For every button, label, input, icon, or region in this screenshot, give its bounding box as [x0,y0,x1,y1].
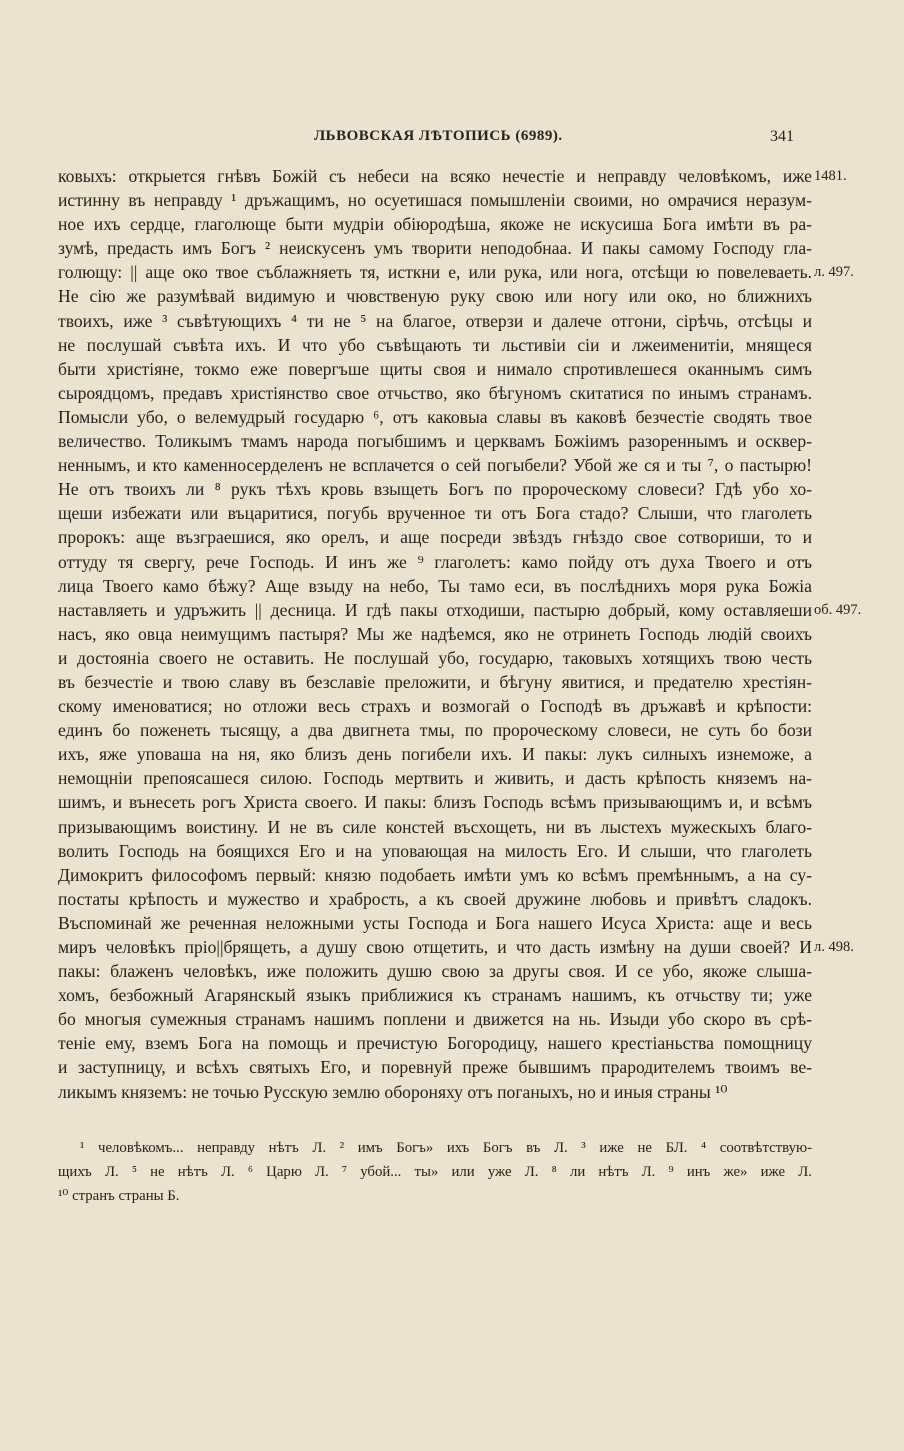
text-line: и достояніа своего не оставить. Не послушай убо, государю, таковыхъ хотящихъ твою честь [58,647,812,668]
text-line: постаты крѣпость и мужество и храбрость, а къ своей дружине любовь и привѣтъ сладокъ. [58,888,812,909]
page-number: 341 [770,128,794,145]
text-line: сыроядцомъ, предавъ христіянство свое отчьство, яко бѣгуномъ скитатися по инымъ странамъ. [58,382,812,403]
text-line: Димокритъ философомъ первый: князю подобаеть имѣти умъ ко всѣмъ премѣннымъ, а на су- [58,864,812,885]
text-line: Не сію же разумѣвай видимую и чювственую руку свою или ногу или око, но ближнихъ [58,286,812,307]
running-header [0,128,904,152]
text-line: щеши избежати или въцаритися, погубь врученное ти отъ Бога стадо? Слыши, что глаголеть [58,503,812,524]
text-line: быти христіяне, токмо еже повергъше щиты своя и нимало спротивлешеся оканнымъ симъ [58,358,812,379]
text-line: хомъ, безбожный Агарянскый языкъ приближися къ странамъ нашимъ, къ отчьству ти; уже [58,985,812,1006]
text-line: неннымъ, и кто каменносерделенъ не всплачется о сей погыбели? Убой же ся и ты ⁷, о пастырю! [58,455,812,476]
text-line: наставляеть и удръжить || десница. И гдѣ пакы отходиши, пастырю добрый, кому оставляеши [58,599,812,620]
margin-note: л. 498. [814,939,854,956]
text-line: истинну въ неправду ¹ дръжащимъ, но осуетишася помышленіи своими, но омрачися неразум- [58,190,812,211]
text-line: въ безчестіе и твою славу въ безславіе преложити, и бѣгуну явитися, и предателю хрестіян- [58,671,812,692]
text-line: Въспоминай же реченная неложными усты Господа и Бога нашего Исуса Христа: аще и весь [58,912,812,933]
text-line: ихъ, яже уповаша на ня, яко близъ день погибели ихъ. И пакы: лукъ силныхъ изнеможе, а [58,744,812,765]
text-line: лица Твоего камо бѣжу? Аще взыду на небо, Ты тамо еси, въ послѣднихъ моря рука Божіа [58,575,812,596]
footnote-line: ¹⁰ странъ страны Б. [58,1188,180,1204]
text-line: не послушай съвѣта ихъ. И что убо съвѣщають ти льстивіи сіи и лжеименитіи, мнящеся [58,334,812,355]
text-line: голющу: || аще око твое съблажняеть тя, исткни е, или рука, или нога, отсѣщи ю повелеваеть. [58,262,812,283]
text-line: немощніи препоясашеся силою. Господь мертвить и живить, и дасть крѣпость княземъ на- [58,768,812,789]
text-line: Не отъ твоихъ ли ⁸ рукъ тѣхъ кровь взыщеть Богъ по пророческому словеси? Гдѣ убо хо- [58,479,812,500]
text-line: ликымъ княземъ: не точью Русскую землю обороняху отъ поганыхъ, но и иныя страны ¹⁰ [58,1081,728,1102]
text-line: миръ человѣкъ пріо||брящеть, а душу свою отщетить, и что дасть измѣну на души своей? И [58,937,812,957]
text-line: единъ бо поженеть тысящу, а два двигнета тмы, по пророческому словеси, не суть бо бози [58,720,812,741]
text-line: насъ, яко овца неимущимъ пастыря? Мы же надѣемся, яко не отринеть Господь людій своихъ [58,623,812,644]
text-line: Помысли убо, о велемудрый государю ⁶, отъ каковыа славы въ каковѣ безчестіе сводять твое [58,406,812,427]
footnotes [58,1136,812,1208]
chronicle-text [58,164,812,1104]
text-line: твоихъ, иже ³ съвѣтующихъ ⁴ ти не ⁵ на благое, отверзи и далече отгони, сірѣчь, отсѣцы и [58,310,812,331]
text-line: и заступницу, и всѣхъ святыхъ Его, и поревнуй преже бывшимъ прародителемъ твоимъ ве- [58,1057,812,1078]
text-line: бо многыя сумежныя странамъ нашимъ поплени и движется на нь. Изыди убо скоро въ срѣ- [58,1009,812,1030]
text-line: теніе ему, вземъ Бога на помощь и пречистую Богородицу, нашего крестіаньства помощницу [58,1033,812,1054]
text-line: ковыхъ: открыется гнѣвъ Божій съ небеси на всяко нечестіе и неправду человѣкомъ, иже [58,166,812,186]
margin-note: л. 497. [814,264,854,281]
text-line: призывающимъ воистину. И не въ силе констей въсхощеть, ни въ лыстехъ мужескыхъ благо- [58,816,812,837]
text-line: оттуду тя свергу, рече Господь. И инъ же ⁹ глаголетъ: камо пойду отъ духа Твоего и отъ [58,551,812,572]
text-line: волить Господь на боящихся Его и на уповающая на милость Его. И слыши, что глаголеть [58,840,812,861]
running-title: ЛЬВОВСКАЯ ЛѢТОПИСЬ (6989). [314,128,563,144]
text-line: зумѣ, предасть имъ Богъ ² неискусенъ умъ творити неподобнаа. И пакы самому Господу гла- [58,238,812,259]
text-line: шимъ, и вънесеть рогъ Христа своего. И пакы: близъ Господь всѣмъ призывающимъ и, и всѣмъ [58,792,812,813]
text-line: пророкъ: аще възграешися, яко орелъ, и аще посреди звѣздъ гнѣздо свое сотвориши, то и [58,527,812,548]
margin-note: 1481. [814,168,847,184]
footnote-line: щихъ Л. ⁵ не нѣтъ Л. ⁶ Царю Л. ⁷ убой... ты» или уже Л. ⁸ ли нѣтъ Л. ⁹ инъ же» иже Л. [58,1164,812,1180]
text-line: пакы: блаженъ человѣкъ, иже положить душю свою за другы своя. И се убо, якоже слыша- [58,961,812,982]
footnote-line: ¹ человѣкомъ... неправду нѣтъ Л. ² имъ Богъ» ихъ Богъ въ Л. ³ иже не БЛ. ⁴ соотвѣтствую- [80,1140,812,1156]
text-line: ное ихъ сердце, глаголюще быти мудріи обіюродѣша, якоже не искусиша Бога имѣти въ ра- [58,214,812,235]
text-line: величество. Толикымъ тмамъ народа погыбшимъ и церквамъ Божіимъ разореннымъ и осквер- [58,431,812,452]
text-line: скому именоватися; но отложи весь страхъ и возмогай о Господѣ въ дръжавѣ и крѣпости: [58,696,812,717]
margin-note: об. 497. [814,601,862,618]
